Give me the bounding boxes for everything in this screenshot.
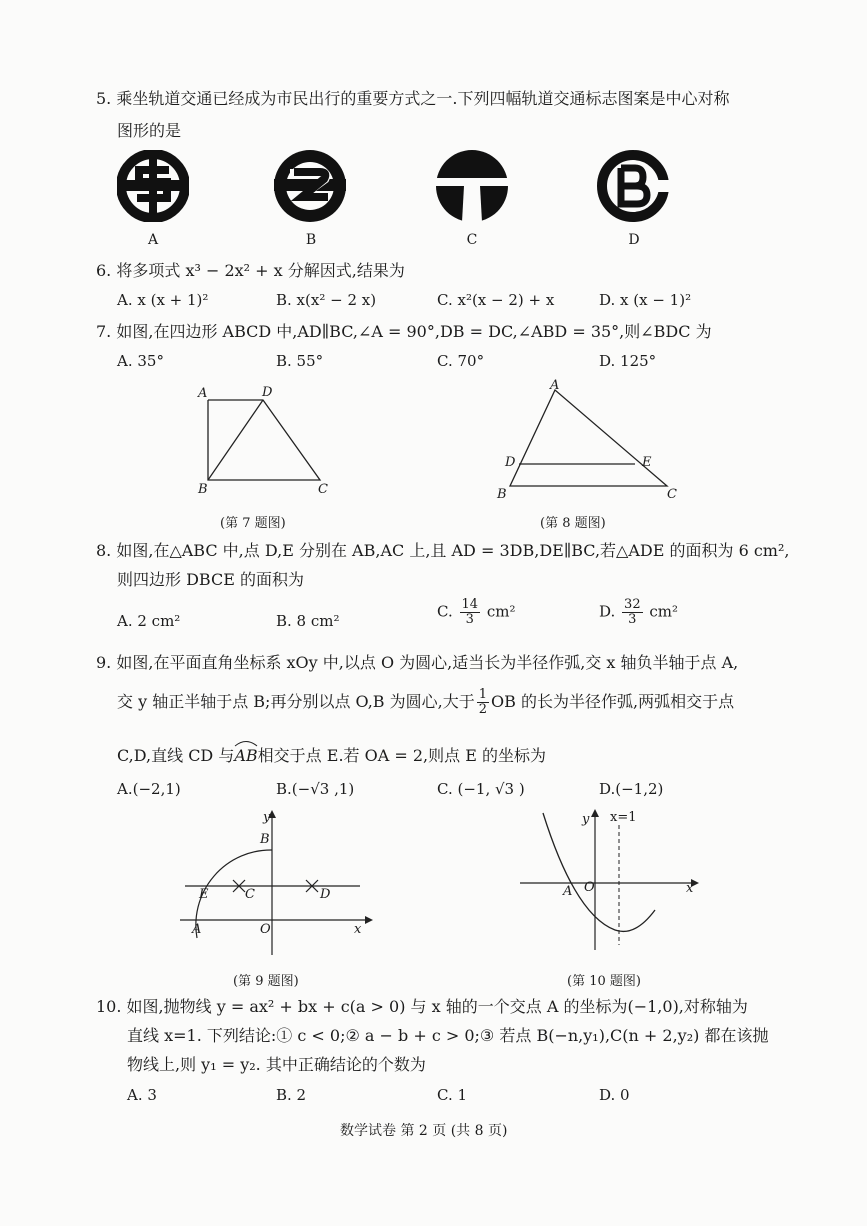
metro-symbol-b-icon: [274, 150, 346, 222]
q10-label-x: x: [686, 881, 694, 896]
q10-label-o: O: [584, 880, 595, 895]
q6-option-b: B. x(x² − 2 x): [276, 291, 377, 309]
q7-caption: (第 7 题图): [220, 516, 286, 531]
q9-option-c: C. (−1, √3 ): [437, 780, 525, 798]
q10-option-c: C. 1: [437, 1086, 468, 1104]
q10-figure: [515, 805, 700, 955]
q9-label-e: E: [199, 887, 209, 902]
q7-option-b: B. 55°: [276, 352, 324, 370]
q5-option-d: D: [628, 232, 640, 248]
q9-label-b: B: [260, 832, 270, 847]
q9-label-c: C: [245, 887, 255, 902]
q5-stem-line1: 5. 乘坐轨道交通已经成为市民出行的重要方式之一.下列四幅轨道交通标志图案是中心对称: [96, 89, 730, 108]
q9-arc-label: AB: [234, 746, 258, 765]
q10-stem-line1: 10. 如图,抛物线 y = ax² + bx + c(a > 0) 与 x 轴的一个交点 A 的坐标为(−1,0),对称轴为: [96, 997, 748, 1016]
metro-symbol-c-icon: [436, 150, 508, 222]
q8-label-e: E: [642, 455, 652, 470]
metro-symbol-d-icon: [597, 150, 669, 222]
q8-label-d: D: [505, 455, 516, 470]
q8-stem-line2: 则四边形 DBCE 的面积为: [117, 570, 304, 589]
q6-stem: 6. 将多项式 x³ − 2x² + x 分解因式,结果为: [96, 261, 405, 280]
q8-option-b: B. 8 cm²: [276, 612, 340, 630]
q10-option-d: D. 0: [599, 1086, 630, 1104]
q8-label-b: B: [497, 487, 507, 502]
q9-label-y: y: [263, 810, 271, 825]
q8-label-c: C: [667, 487, 677, 502]
q8-option-c: [437, 598, 515, 627]
q10-label-a: A: [563, 884, 573, 899]
q8-option-d: [599, 598, 678, 627]
q7-option-a: A. 35°: [117, 352, 164, 370]
metro-symbol-a-icon: [117, 150, 189, 222]
q8-option-d-fraction: [622, 598, 643, 627]
q7-label-d: D: [262, 385, 273, 400]
q8-option-d-prefix: D.: [599, 602, 616, 621]
q9-half-den: 2: [478, 702, 488, 717]
q5-option-a: A: [147, 232, 159, 248]
q8-option-c-prefix: C.: [437, 602, 453, 621]
q9-label-a: A: [192, 922, 202, 937]
q7-option-d: D. 125°: [599, 352, 657, 370]
q8-option-d-unit: cm²: [649, 602, 679, 621]
q8-option-d-den: 3: [628, 612, 637, 627]
q9-line2-a: 交 y 轴正半轴于点 B;再分别以点 O,B 为圆心,大于: [117, 692, 475, 711]
q9-label-d: D: [320, 887, 331, 902]
q10-label-y: y: [582, 812, 590, 827]
arc-mark-icon: [234, 739, 258, 747]
q8-figure: [495, 378, 685, 498]
q5-stem-line2: 图形的是: [117, 121, 182, 140]
q10-label-axis: x=1: [610, 810, 637, 825]
q8-stem-line1: 8. 如图,在△ABC 中,点 D,E 分别在 AB,AC 上,且 AD = 3DB,DE∥BC,若△ADE 的面积为 6 cm²,: [96, 541, 790, 560]
q9-caption: (第 9 题图): [233, 974, 299, 989]
q8-option-d-num: 32: [624, 597, 641, 612]
q9-stem-line2: [117, 688, 734, 717]
q6-option-d: D. x (x − 1)²: [599, 291, 692, 309]
q8-option-c-num: 14: [461, 597, 479, 612]
q9-line3-a: C,D,直线 CD 与: [117, 746, 235, 765]
q7-option-c: C. 70°: [437, 352, 485, 370]
q8-option-c-fraction: [460, 598, 481, 627]
q9-figure: [175, 810, 375, 960]
q8-option-c-den: 3: [465, 612, 474, 627]
q5-option-c: C: [466, 232, 478, 248]
q7-label-b: B: [198, 482, 208, 497]
q8-caption: (第 8 题图): [540, 516, 606, 531]
q9-option-a: A.(−2,1): [117, 780, 181, 798]
q9-label-x: x: [354, 922, 362, 937]
q9-arc-ab: [234, 745, 257, 767]
q8-option-a: A. 2 cm²: [117, 612, 181, 630]
q10-stem-line2: 直线 x=1. 下列结论:① c < 0;② a − b + c > 0;③ 若点 B(−n,y₁),C(n + 2,y₂) 都在该抛: [127, 1026, 769, 1045]
q8-label-a: A: [550, 378, 560, 393]
q7-label-c: C: [318, 482, 328, 497]
q10-option-b: B. 2: [276, 1086, 307, 1104]
q9-option-d: D.(−1,2): [599, 780, 664, 798]
q9-label-o: O: [260, 922, 271, 937]
q9-stem-line1: 9. 如图,在平面直角坐标系 xOy 中,以点 O 为圆心,适当长为半径作弧,交 x 轴负半轴于点 A,: [96, 653, 739, 672]
q5-option-b: B: [305, 232, 317, 248]
q9-stem-line3: [117, 745, 546, 767]
q9-half-num: 1: [478, 687, 488, 702]
q7-stem: 7. 如图,在四边形 ABCD 中,AD∥BC,∠A = 90°,DB = DC,∠ABD = 35°,则∠BDC 为: [96, 322, 712, 341]
q6-option-c: C. x²(x − 2) + x: [437, 291, 555, 309]
q9-line3-b: 相交于点 E.若 OA = 2,则点 E 的坐标为: [257, 746, 546, 765]
q8-option-c-unit: cm²: [486, 602, 516, 621]
q9-half-fraction: [477, 688, 489, 717]
q6-option-a: A. x (x + 1)²: [117, 291, 209, 309]
q10-option-a: A. 3: [127, 1086, 157, 1104]
q10-stem-line3: 物线上,则 y₁ = y₂. 其中正确结论的个数为: [127, 1055, 426, 1074]
page-footer: 数学试卷 第 2 页 (共 8 页): [340, 1123, 508, 1139]
q9-line2-b: OB 的长为半径作弧,两弧相交于点: [491, 692, 735, 711]
q10-caption: (第 10 题图): [567, 974, 641, 989]
q9-option-b: B.(−√3 ,1): [276, 780, 355, 798]
q7-label-a: A: [198, 386, 208, 401]
